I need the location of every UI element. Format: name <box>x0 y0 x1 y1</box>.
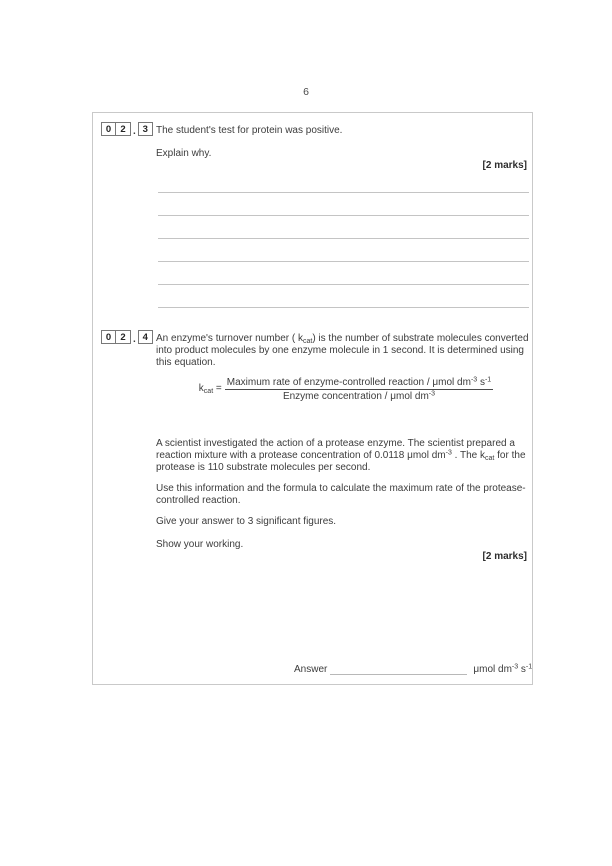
superscript: -3 <box>428 390 436 398</box>
equation-fraction <box>225 377 493 402</box>
equation-denominator <box>225 390 493 402</box>
superscript: -3 <box>470 376 478 384</box>
answer-blank-line <box>330 662 467 675</box>
q24-intro-text: An enzyme's turnover number ( k <box>156 333 303 344</box>
units-text: μmol dm <box>473 664 512 675</box>
question-content-box <box>92 112 533 685</box>
equation-lhs <box>199 377 222 394</box>
question-number-digit: 2 <box>116 330 131 344</box>
kcat-subscript: cat <box>302 337 313 345</box>
answer-line <box>158 284 529 285</box>
superscript: -3 <box>445 449 452 457</box>
answer-label: Answer <box>294 664 328 675</box>
superscript: -1 <box>484 376 492 384</box>
kcat-equation <box>156 377 536 402</box>
question-number-separator: . <box>133 126 136 137</box>
question-number-digit: 0 <box>101 122 116 136</box>
q24-scenario-text: . The k <box>451 449 486 461</box>
q23-marks-badge: [2 marks] <box>482 160 527 171</box>
kcat-subscript: cat <box>485 454 495 462</box>
question-number-02-3 <box>101 122 153 136</box>
q24-intro-text: ) is the number of substrate molecules converted into product molecules by one enzyme molecule in 1 second. It is determined using this equation. <box>156 333 529 368</box>
q24-scenario-text: for the protease is 110 substrate molecules per second. <box>156 449 526 473</box>
q24-show-working: Show your working. <box>156 539 244 550</box>
equation-equals: = <box>213 383 222 394</box>
question-number-digit: 0 <box>101 330 116 344</box>
q24-intro-paragraph <box>156 333 536 368</box>
denominator-text: Enzyme concentration / μmol dm <box>282 391 429 402</box>
answer-line <box>158 215 529 216</box>
answer-line <box>158 192 529 193</box>
q24-marks-badge: [2 marks] <box>482 551 527 562</box>
superscript: -1 <box>525 663 533 671</box>
numerator-text: Maximum rate of enzyme-controlled reaction / μmol dm <box>226 377 471 388</box>
question-number-digit: 2 <box>116 122 131 136</box>
q24-sig-figs: Give your answer to 3 significant figures. <box>156 516 337 527</box>
question-number-digit: 4 <box>138 330 153 344</box>
q23-prompt: Explain why. <box>156 148 212 159</box>
q24-scenario-text: A scientist investigated the action of a protease enzyme. The scientist prepared a reaction mixture with a protease concentration of 0.0118 μmol dm <box>156 438 515 461</box>
equation-numerator <box>225 377 493 390</box>
q24-scenario-paragraph <box>156 438 536 473</box>
answer-line <box>158 307 529 308</box>
numerator-text: s <box>477 377 485 388</box>
answer-units <box>473 664 532 675</box>
superscript: -3 <box>511 663 519 671</box>
question-number-digit: 3 <box>138 122 153 136</box>
question-number-separator: . <box>133 334 136 345</box>
q24-task: Use this information and the formula to calculate the maximum rate of the protease-controlled reaction. <box>156 483 526 506</box>
answer-line <box>158 261 529 262</box>
equation-k: k <box>198 383 204 394</box>
answer-line <box>158 238 529 239</box>
page-number: 6 <box>303 86 309 98</box>
q23-statement: The student's test for protein was positive. <box>156 125 343 136</box>
units-text: s <box>518 664 526 675</box>
kcat-subscript: cat <box>203 387 214 395</box>
answer-row <box>294 662 532 675</box>
question-number-02-4 <box>101 330 153 344</box>
